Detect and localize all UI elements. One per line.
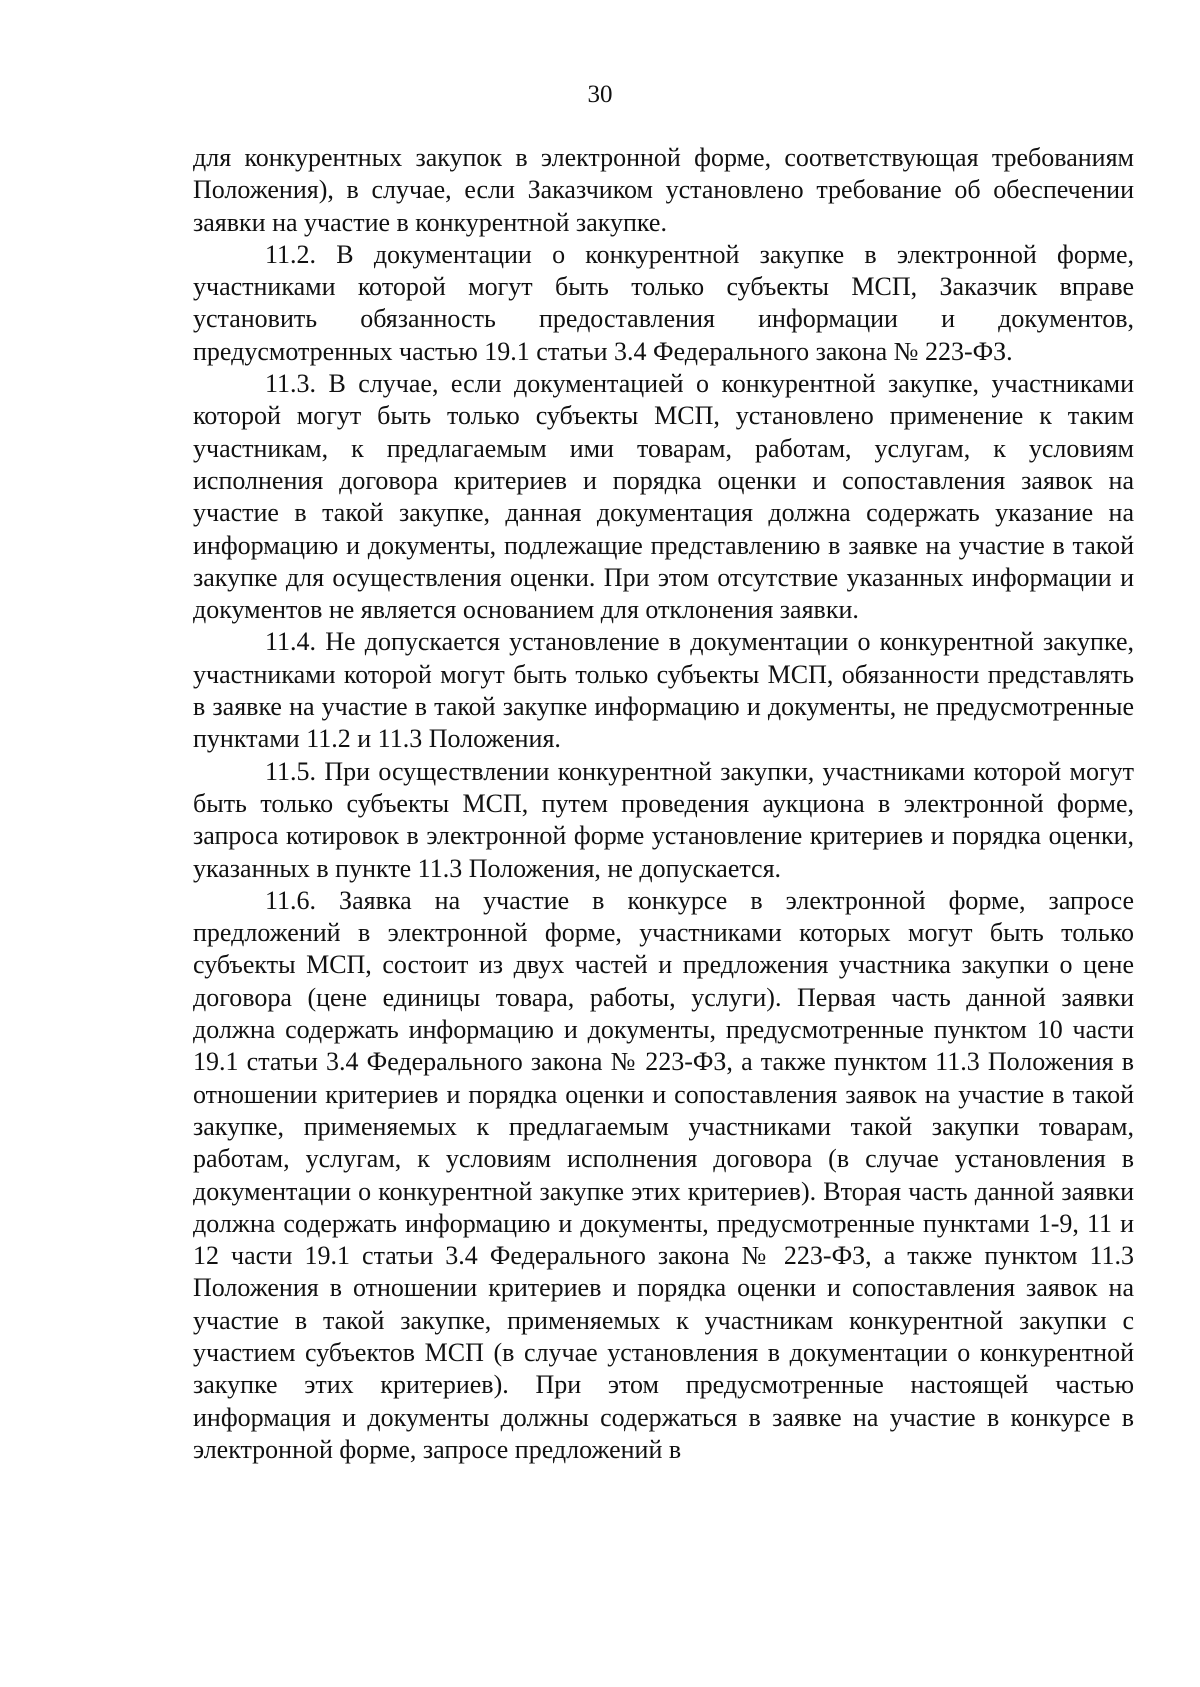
paragraph-11-2: 11.2. В документации о конкурентной закупке в электронной форме, участниками которой могут быть только субъекты МСП, Заказчик вправе установить обязанность предоставления информации и документов, предусмотренных частью 19.1 статьи 3.4 Федерального закона № 223-ФЗ. [193,239,1134,366]
paragraph-continuation: для конкурентных закупок в электронной форме, соответствующая требованиям Положения), в случае, если Заказчиком установлено требование об обеспечении заявки на участие в конкурентной закупке. [193,143,1134,237]
page-number: 30 [587,81,613,108]
paragraph-11-3: 11.3. В случае, если документацией о конкурентной закупке, участниками которой могут быть только субъекты МСП, установлено применение к таким участникам, к предлагаемым ими товарам, работам, услугам, к условиям исполнения договора критериев и порядка оценки и сопоставления заявок на участие в такой закупке, данная документация должна содержать указание на информацию и документы, подлежащие представлению в заявке на участие в такой закупке для осуществления оценки. При этом отсутствие указанных информации и документов не является основанием для отклонения заявки. [193,369,1134,625]
paragraph-11-4: 11.4. Не допускается установление в документации о конкурентной закупке, участниками которой могут быть только субъекты МСП, обязанности представлять в заявке на участие в такой закупке информацию и документы, не предусмотренные пунктами 11.2 и 11.3 Положения. [193,627,1134,754]
document-body [193,142,1134,1466]
paragraph-11-6: 11.6. Заявка на участие в конкурсе в электронной форме, запросе предложений в электронной форме, участниками которых могут быть только субъекты МСП, состоит из двух частей и предложения участника закупки о цене договора (цене единицы товара, работы, услуги). Первая часть данной заявки должна содержать информацию и документы, предусмотренные пунктом 10 части 19.1 статьи 3.4 Федерального закона № 223-ФЗ, а также пунктом 11.3 Положения в отношении критериев и порядка оценки и сопоставления заявок на участие в такой закупке, применяемых к предлагаемым участниками такой закупки товарам, работам, услугам, к условиям исполнения договора (в случае установления в документации о конкурентной закупке этих критериев). Вторая часть данной заявки должна содержать информацию и документы, предусмотренные пунктами 1-9, 11 и 12 части 19.1 статьи 3.4 Федерального закона № 223-ФЗ, а также пунктом 11.3 Положения в отношении критериев и порядка оценки и сопоставления заявок на участие в такой закупке, применяемых к участникам конкурентной закупки с участием субъектов МСП (в случае установления в документации о конкурентной закупке этих критериев). При этом предусмотренные настоящей частью информация и документы должны содержаться в заявке на участие в конкурсе в электронной форме, запросе предложений в [193,885,1134,1464]
paragraph-11-5: 11.5. При осуществлении конкурентной закупки, участниками которой могут быть только субъекты МСП, путем проведения аукциона в электронной форме, запроса котировок в электронной форме установление критериев и порядка оценки, указанных в пункте 11.3 Положения, не допускается. [193,756,1134,883]
